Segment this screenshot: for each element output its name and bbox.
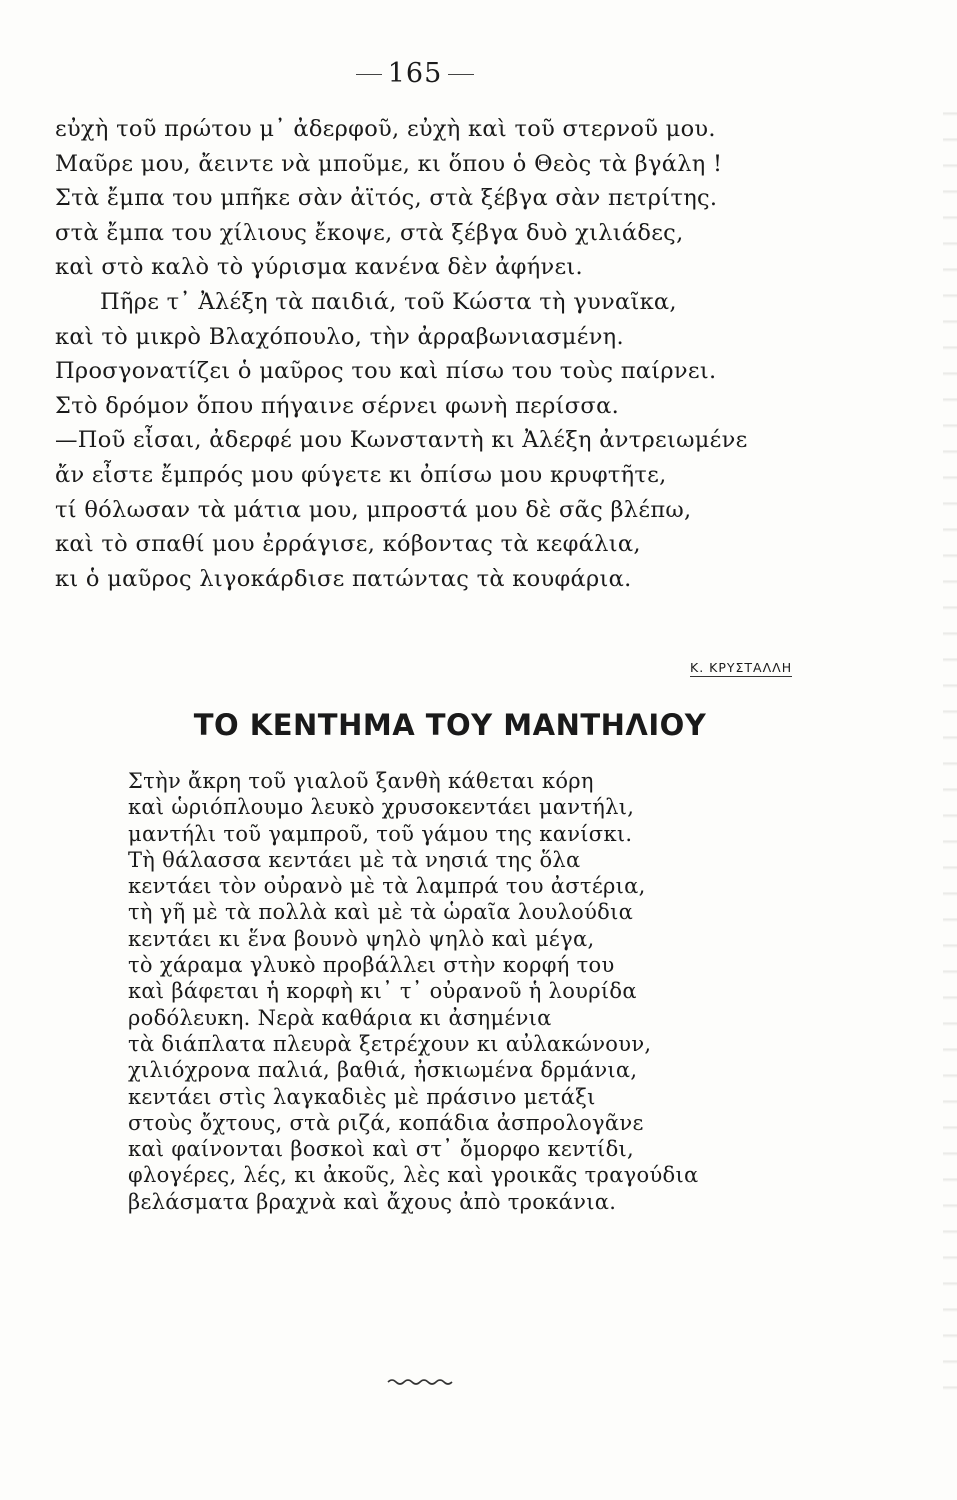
poem2-line: κεντάει στὶς λαγκαδιὲς μὲ πράσινο μετάξι <box>128 1084 596 1109</box>
page-number <box>0 58 830 89</box>
poem1-line: ἄν εἶστε ἔμπρός μου φύγετε κι ὀπίσω μου κρυφτῆτε, <box>55 461 667 488</box>
wavy-ornament-divider <box>386 1376 454 1388</box>
poem1-line: —Ποῦ εἶσαι, ἀδερφέ μου Κωνσταντὴ κι Ἀλέξη ἀντρειωμένε <box>55 427 748 454</box>
poem2-line: καὶ ὡριόπλουμο λευκὸ χρυσοκεντάει μαντήλι, <box>128 795 635 820</box>
poem2-line: φλογέρες, λές, κι ἀκοῦς, λὲς καὶ γροικᾶς τραγούδια <box>128 1163 699 1188</box>
poem2-line: Τὴ θάλασσα κεντάει μὲ τὰ νησιά της ὅλα <box>128 847 581 872</box>
poem1-line: καὶ στὸ καλὸ τὸ γύρισμα κανένα δὲν ἀφήνει. <box>55 254 584 281</box>
poem2-line: τὴ γῆ μὲ τὰ πολλὰ καὶ μὲ τὰ ὡραῖα λουλούδια <box>128 900 634 925</box>
page-edge-bleedthrough <box>943 90 957 1390</box>
dash-left <box>356 74 382 75</box>
poem1-line: τί θόλωσαν τὰ μάτια μου, μπροστά μου δὲ σᾶς βλέπω, <box>55 496 692 523</box>
poem2-line: κεντάει τὸν οὐρανὸ μὲ τὰ λαμπρά του ἀστέρια, <box>128 874 646 899</box>
poem1-line: στὰ ἔμπα του χίλιους ἔκοψε, στὰ ξέβγα δυὸ χιλιάδες, <box>55 219 684 246</box>
poem2-line: τὸ χάραμα γλυκὸ προβάλλει στὴν κορφή του <box>128 953 615 978</box>
poem1-line: Προσγονατίζει ὁ μαῦρος του καὶ πίσω του τοὺς παίρνει. <box>55 358 717 385</box>
poem2-line: καὶ βάφεται ἡ κορφὴ κι᾿ τ᾿ οὐρανοῦ ἡ λουρίδα <box>128 979 637 1004</box>
poem-continuation <box>55 112 795 596</box>
poem-author: Κ. ΚΡΥΣΤΑΛΛΗ <box>690 660 793 675</box>
poem1-line: Στὰ ἔμπα του μπῆκε σὰν ἀϊτός, στὰ ξέβγα σὰν πετρίτης. <box>55 185 718 212</box>
poem1-line: καὶ τὸ σπαθί μου ἐρράγισε, κόβοντας τὰ κεφάλια, <box>55 531 641 558</box>
poem2-line: Στὴν ἄκρη τοῦ γιαλοῦ ξανθὴ κάθεται κόρη <box>128 769 594 793</box>
poem2-line: καὶ φαίνονται βοσκοὶ καὶ στ᾿ ὄμορφο κεντίδι, <box>128 1137 635 1162</box>
page-number-text: 165 <box>387 58 443 89</box>
poem2-line: ροδόλευκη. Νερὰ καθάρια κι ἀσημένια <box>128 1005 552 1030</box>
poem2-line: τὰ διάπλατα πλευρὰ ξετρέχουν κι αὐλακώνουν, <box>128 1031 652 1056</box>
dash-right <box>448 74 474 75</box>
poem2-line: μαντήλι τοῦ γαμπροῦ, τοῦ γάμου της κανίσκι. <box>128 821 633 846</box>
poem2-line: στοὺς ὄχτους, στὰ ριζά, κοπάδια ἀσπρολογᾶνε <box>128 1110 644 1135</box>
poem1-line: Πῆρε τ᾿ Ἀλέξη τὰ παιδιά, τοῦ Κώστα τὴ γυναῖκα, <box>100 288 677 315</box>
poem1-line: καὶ τὸ μικρὸ Βλαχόπουλο, τὴν ἀρραβωνιασμένη. <box>55 323 624 350</box>
poem-embroidery <box>128 768 768 1215</box>
poem2-line: χιλιόχρονα παλιά, βαθιά, ἠσκιωμένα δρμάνια, <box>128 1058 638 1083</box>
poem1-line: Στὸ δρόμον ὅπου πήγαινε σέρνει φωνὴ περίσσα. <box>55 392 620 419</box>
poem2-line: βελάσματα βραχνὰ καὶ ἄχους ἀπὸ τροκάνια. <box>128 1189 617 1214</box>
poem1-line: κι ὁ μαῦρος λιγοκάρδισε πατώντας τὰ κουφάρια. <box>55 565 632 592</box>
poem2-line: κεντάει κι ἕνα βουνὸ ψηλὸ ψηλὸ καὶ μέγα, <box>128 926 595 951</box>
poem-title: ΤΟ ΚΕΝΤΗΜΑ ΤΟΥ ΜΑΝΤΗΛΙΟΥ <box>193 708 707 742</box>
poem1-line: εὐχὴ τοῦ πρώτου μ᾿ ἀδερφοῦ, εὐχὴ καὶ τοῦ στερνοῦ μου. <box>55 116 716 142</box>
poem1-line: Μαῦρε μου, ἄειντε νὰ μποῦμε, κι ὅπου ὁ Θεὸς τὰ βγάλη ! <box>55 150 723 177</box>
